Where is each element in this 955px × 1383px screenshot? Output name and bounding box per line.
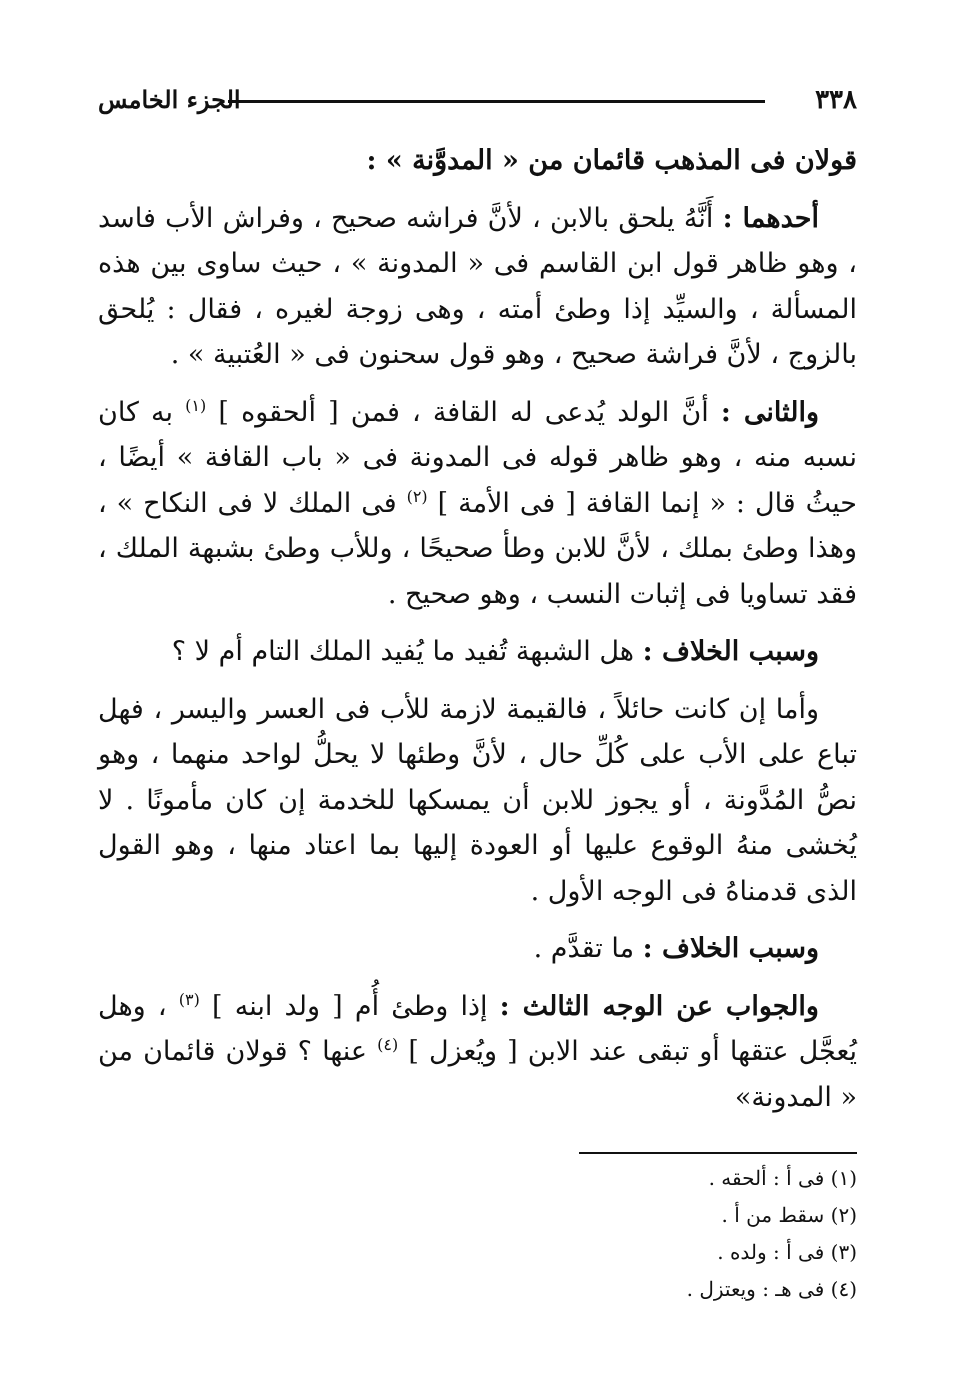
- footnote-ref: (١): [185, 395, 207, 415]
- header-rule: [228, 100, 765, 103]
- paragraph-7: [98, 984, 857, 1121]
- footnotes: [437, 1160, 857, 1308]
- paragraph-text: عنها ؟ قولان قائمان من « المدونة»: [98, 1036, 857, 1113]
- page-body: [98, 138, 857, 1132]
- paragraph-5: [98, 687, 857, 915]
- footnote-3: (٣) فى أ : ولده .: [717, 1240, 857, 1264]
- paragraph-text: هل الشبهة تُفيد ما يُفيد الملك التام أم لا ؟: [171, 636, 635, 667]
- paragraph-text: إذا وطئ أُم [ ولد ابنه ]: [212, 990, 488, 1022]
- footnote-4: (٤) فى هـ : ويعتزل .: [686, 1277, 857, 1301]
- footnote-ref: (٤): [377, 1035, 399, 1054]
- paragraph-3: [98, 390, 857, 618]
- footnote-2: (٢) سقط من أ .: [721, 1203, 857, 1227]
- footnote-rule: [579, 1152, 857, 1154]
- section-heading: قولان فى المذهب قائمان من « المدوَّنة » :: [366, 145, 857, 176]
- paragraph-text: به كان نسبه منه ، وهو ظاهر قوله فى المدونة فى « باب القافة » أيضًا ، حيثُ قال : « إنما القافة [ فى الأمة ]: [98, 396, 857, 519]
- paragraph-4: [98, 629, 857, 675]
- paragraph-text: وأما إن كانت حائلاً ، فالقيمة لازمة للأب فى العسر واليسر ، فهل تباع على الأب على كُلِّ حال ، لأنَّ وطئها لا يحلُّ لواحد منهما ، وهو نصُّ المُدَّونة ، أو يجوز للابن أن يمسكها للخدمة إن كان مأمونًا . لا يُخشى منهُ الوقوع عليها أو العودة إليها بما اعتاد منها ، وهو القول الذى قدمناهُ فى الوجه الأول .: [98, 693, 857, 907]
- paragraph-lead: وسبب الخلاف :: [642, 636, 819, 667]
- paragraph-text: ما تقدَّم .: [533, 933, 635, 964]
- paragraph-1: [98, 138, 857, 184]
- paragraph-text: أنَّ الولد يُدعى له القافة ، فمن [ ألحقوه ]: [218, 396, 709, 428]
- running-title: الجزء الخامس: [98, 85, 241, 114]
- paragraph-lead: وسبب الخلاف :: [642, 933, 819, 964]
- footnote-ref: (٢): [406, 486, 428, 506]
- footnote-1: (١) فى أ : ألحقه .: [708, 1166, 857, 1190]
- paragraph-text: ، وهل يُعجَّل عتقها أو تبقى عند الابن [ ويُعزل ]: [98, 990, 857, 1067]
- paragraph-2: [98, 196, 857, 378]
- paragraph-lead: والثانى :: [720, 396, 819, 428]
- page-header: [98, 80, 857, 120]
- paragraph-lead: والجواب عن الوجه الثالث :: [499, 990, 819, 1022]
- paragraph-6: [98, 926, 857, 972]
- paragraph-text: أَنَّهُ يلحق بالابن ، لأنَّ فراشه صحيح ، وفراش الأب فاسد ، وهو ظاهر قول ابن القاسم فى « المدونة » ، حيث ساوى بين هذه المسألة ، والسيِّد إذا وطئ أمته ، وهى زوجة لغيره ، فقال : يُلحق بالزوج ، لأنَّ فراشة صحيح ، وهو قول سحنون فى « العُتبية » .: [98, 202, 857, 370]
- paragraph-text: فى الملك لا فى النكاح » ، وهذا وطئ بملك ، لأنَّ للابن وطأ صحيحًا ، وللأب وطئ بشبهة الملك ، فقد تساويا فى إثبات النسب ، وهو صحيح .: [98, 487, 857, 610]
- paragraph-lead: أحدهما :: [722, 202, 819, 234]
- footnote-ref: (٣): [178, 989, 200, 1009]
- page-number: ٣٣٨: [815, 85, 857, 115]
